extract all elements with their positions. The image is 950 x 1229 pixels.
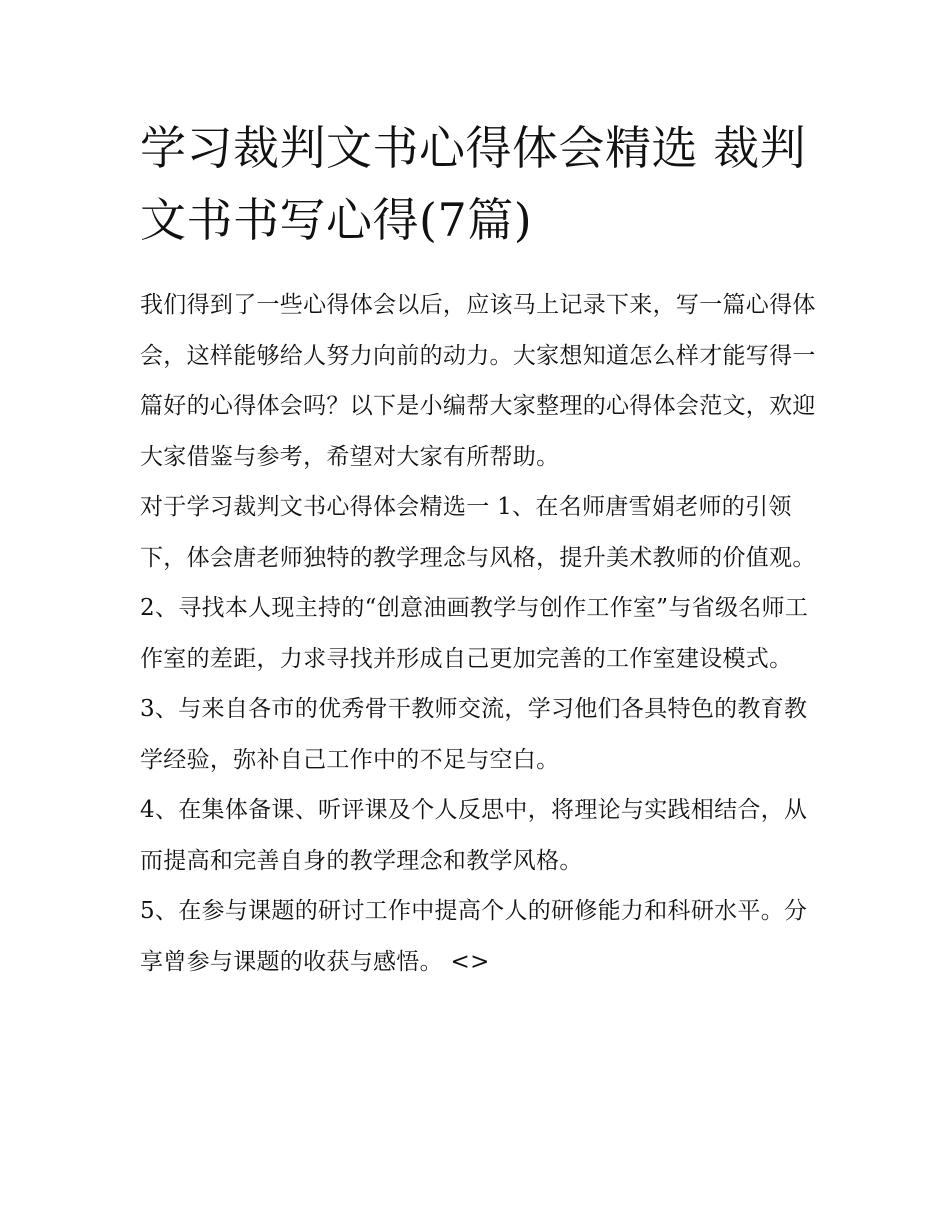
paragraph-2: 2、寻找本人现主持的“创意油画教学与创作工作室”与省级名师工作室的差距，力求寻找并形成自己更加完善的工作室建设模式。 <box>140 595 809 672</box>
intro-paragraph: 我们得到了一些心得体会以后，应该马上记录下来，写一篇心得体会，这样能够给人努力向前的动力。大家想知道怎么样才能写得一篇好的心得体会吗？以下是小编帮大家整理的心得体会范文，欢迎大家借鉴与参考，希望对大家有所帮助。 <box>140 292 816 470</box>
paragraph-4: 4、在集体备课、听评课及个人反思中，将理论与实践相结合，从而提高和完善自身的教学理念和教学风格。 <box>140 797 808 874</box>
paragraph-3: 3、与来自各市的优秀骨干教师交流，学习他们各具特色的教育教学经验，弥补自己工作中的不足与空白。 <box>140 696 808 773</box>
document-title: 学习裁判文书心得体会精选 裁判文书书写心得(7篇) <box>140 121 807 247</box>
paragraph-5: 5、在参与课题的研讨工作中提高个人的研修能力和科研水平。分享曾参与课题的收获与感悟。 <> <box>140 898 808 975</box>
document-body <box>140 280 820 987</box>
paragraph-1: 对于学习裁判文书心得体会精选一 1、在名师唐雪娟老师的引领下，体会唐老师独特的教学理念与风格，提升美术教师的价值观。 <box>140 494 816 571</box>
